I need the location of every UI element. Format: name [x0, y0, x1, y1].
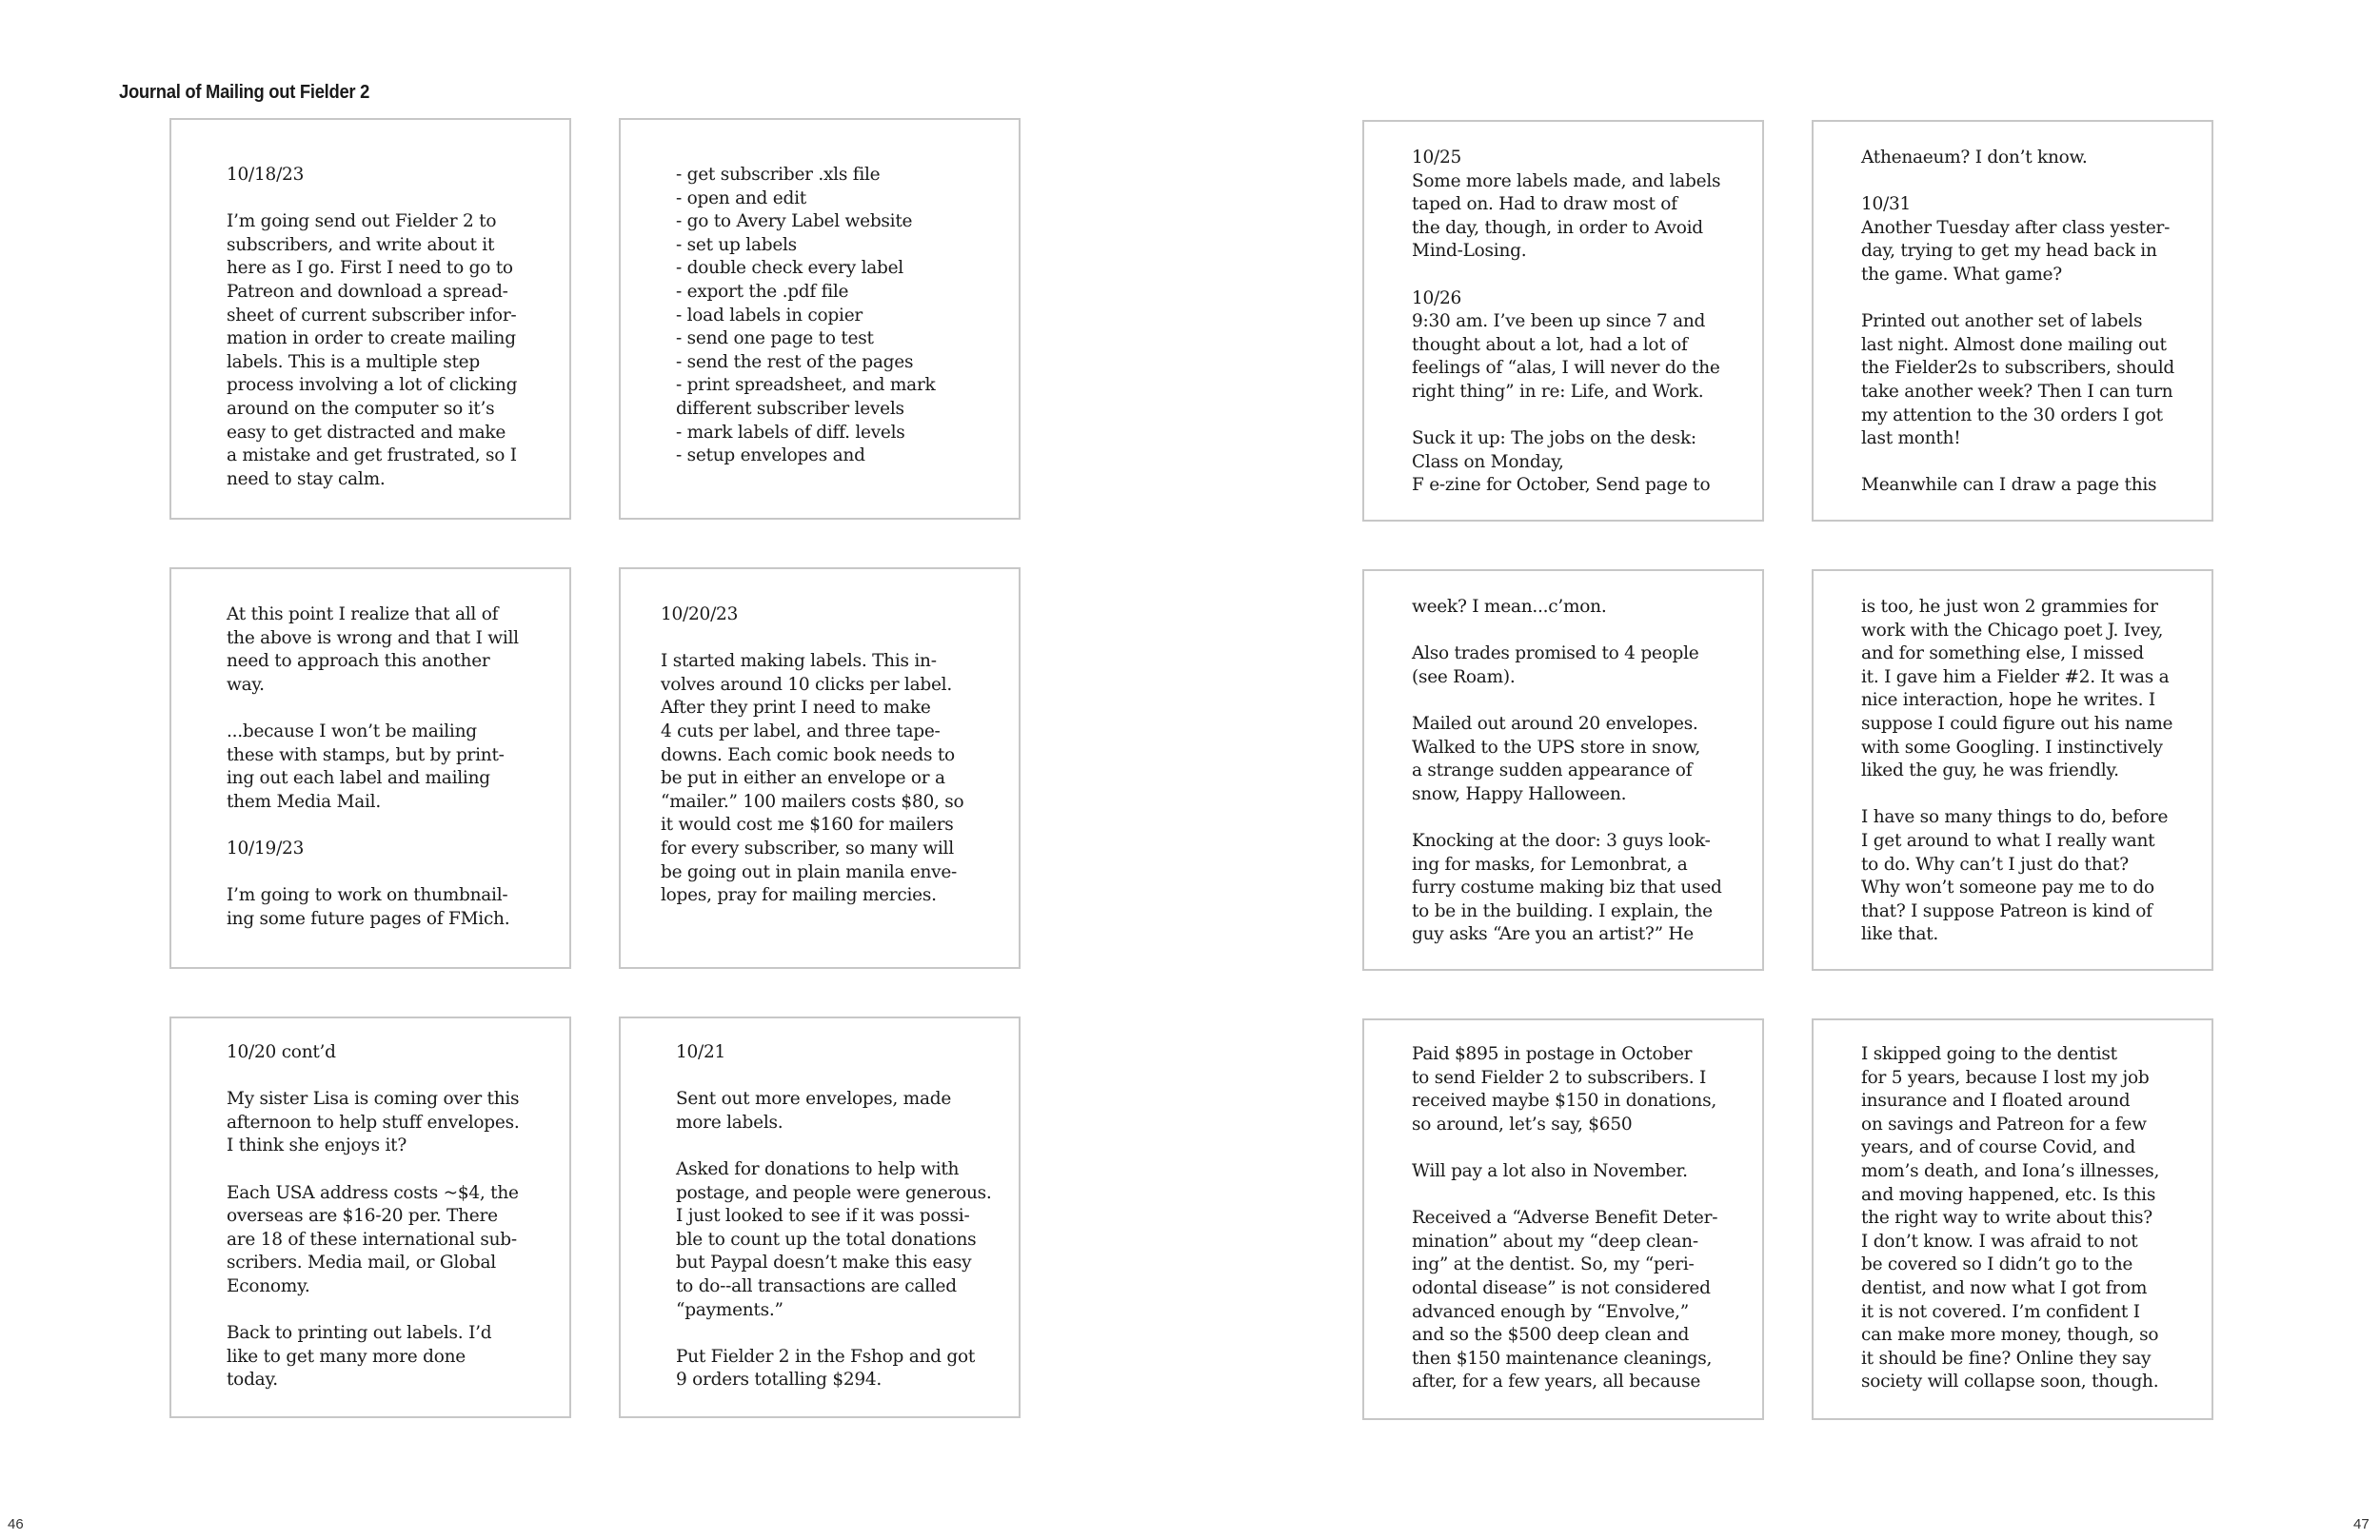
panel-text: Paid $895 in postage in October to send Fielder 2 to subscribers. I received maybe $150 in donations, so around, let’s say, $650 Will pay a lot also in November. Received a “Adverse Benefit Deter- mination” about my “deep clean- ing” at the dentist. So, my “peri- odontal disease” is not considered advanced enough by “Envolve,” and so the $500 deep clean and then $150 maintenance cleanings, after, for a few years, all because — [1412, 1044, 1718, 1392]
page-number-right: 47 — [2353, 1516, 2370, 1532]
journal-panel — [1812, 1018, 2213, 1420]
panel-text: Athenaeum? I don’t know. 10/31 Another Tuesday after class yester- day, trying to get my head back in the game. What game? Printed out another set of labels last night. Almost done mailing out the Fielder2s to subscribers, should take another week? Then I can turn my attention to the 30 orders I got last month! Meanwhile can I draw a page this — [1861, 148, 2175, 496]
panel-text: 10/21 Sent out more envelopes, made more labels. Asked for donations to help with postage, and people were generous. I just looked to see if it was possi- ble to count up the total donations but Paypal doesn’t make this easy to do--all transactions are called “payments.” Put Fielder 2 in the Fshop and got 9 orders totalling $294. — [676, 1042, 992, 1391]
journal-panel — [619, 1017, 1021, 1418]
panel-text: 10/25 Some more labels made, and labels taped on. Had to draw most of the day, though, in order to Avoid Mind-Losing. 10/26 9:30 am. I’ve been up since 7 and thought about a lot, had a lot of feelings of “alas, I will never do the right thing” in re: Life, and Work. Suck it up: The jobs on the desk: Class on Monday, F e-zine for October, Send page to — [1412, 148, 1721, 496]
page-number-left: 46 — [8, 1516, 24, 1532]
page-title: Journal of Mailing out Fielder 2 — [119, 82, 370, 103]
panel-text: 10/20/23 I started making labels. This in- volves around 10 clicks per label. After they print I need to make 4 cuts per label, and three tape- downs. Each comic book needs to be put in either an envelope or a “mailer.” 100 mailers costs $80, so it would cost me $160 for mailers for every subscriber, so many will be going out in plain manila enve- lopes, pray for mailing mercies. — [661, 604, 964, 906]
journal-panel — [619, 118, 1021, 520]
journal-panel — [169, 567, 571, 969]
journal-panel — [1362, 569, 1764, 971]
panel-text: 10/18/23 I’m going send out Fielder 2 to subscribers, and write about it here as I go. First I need to go to Patreon and download a spread- sheet of current subscriber infor- mation in order to create mailing labels. This is a multiple step process involving a lot of clicking around on the computer so it’s easy to get distracted and make a mistake and get frustrated, so I need to stay calm. — [227, 165, 518, 489]
journal-panel — [1362, 120, 1764, 522]
panel-text: week? I mean...c’mon. Also trades promised to 4 people (see Roam). Mailed out around 20 envelopes. Walked to the UPS store in snow, a strange sudden appearance of snow, Happy Halloween. Knocking at the door: 3 guys look- ing for masks, for Lemonbrat, a furry costume making biz that used to be in the building. I explain, the guy asks “Are you an artist?” He — [1412, 597, 1722, 945]
journal-panel — [169, 1017, 571, 1418]
panel-text: 10/20 cont’d My sister Lisa is coming over this afternoon to help stuff envelopes. I think she enjoys it? Each USA address costs ~$4, the overseas are $16-20 per. There are 18 of these international sub- scribers. Media mail, or Global Economy. Back to printing out labels. I’d like to get many more done today. — [227, 1042, 520, 1391]
journal-panel — [1362, 1018, 1764, 1420]
journal-panel — [169, 118, 571, 520]
panel-text: I skipped going to the dentist for 5 years, because I lost my job insurance and I floated around on savings and Patreon for a few years, and of course Covid, and mom’s death, and Iona’s illnesses, and moving happened, etc. Is this the right way to write about this? I don’t know. I was afraid to not be covered so I didn’t go to the dentist, and now what I got from it is not covered. I’m confident I can make more money, though, so it should be fine? Online they say society will collapse soon, though. — [1861, 1044, 2160, 1392]
panel-text: is too, he just won 2 grammies for work with the Chicago poet J. Ivey, and for something else, I missed it. I gave him a Fielder #2. It was a nice interaction, hope he writes. I suppose I could figure out his name with some Googling. I instinctively liked the guy, he was friendly. I have so many things to do, before I get around to what I really want to do. Why can’t I just do that? Why won’t someone pay me to do that? I suppose Patreon is kind of like that. — [1861, 597, 2173, 945]
journal-panel — [619, 567, 1021, 969]
journal-panel — [1812, 120, 2213, 522]
journal-panel — [1812, 569, 2213, 971]
panel-text: - get subscriber .xls file - open and edit - go to Avery Label website - set up labels - double check every label - export the .pdf file - load labels in copier - send one page to test - send the rest of the pages - print spreadsheet, and mark different subscriber levels - mark labels of diff. levels - setup envelopes and — [676, 165, 936, 466]
panel-text: At this point I realize that all of the above is wrong and that I will need to approach this another way. ...because I won’t be mailing these with stamps, but by print- ing out each label and mailing them Media Mail. 10/19/23 I’m going to work on thumbnail- ing some future pages of FMich. — [227, 604, 519, 929]
